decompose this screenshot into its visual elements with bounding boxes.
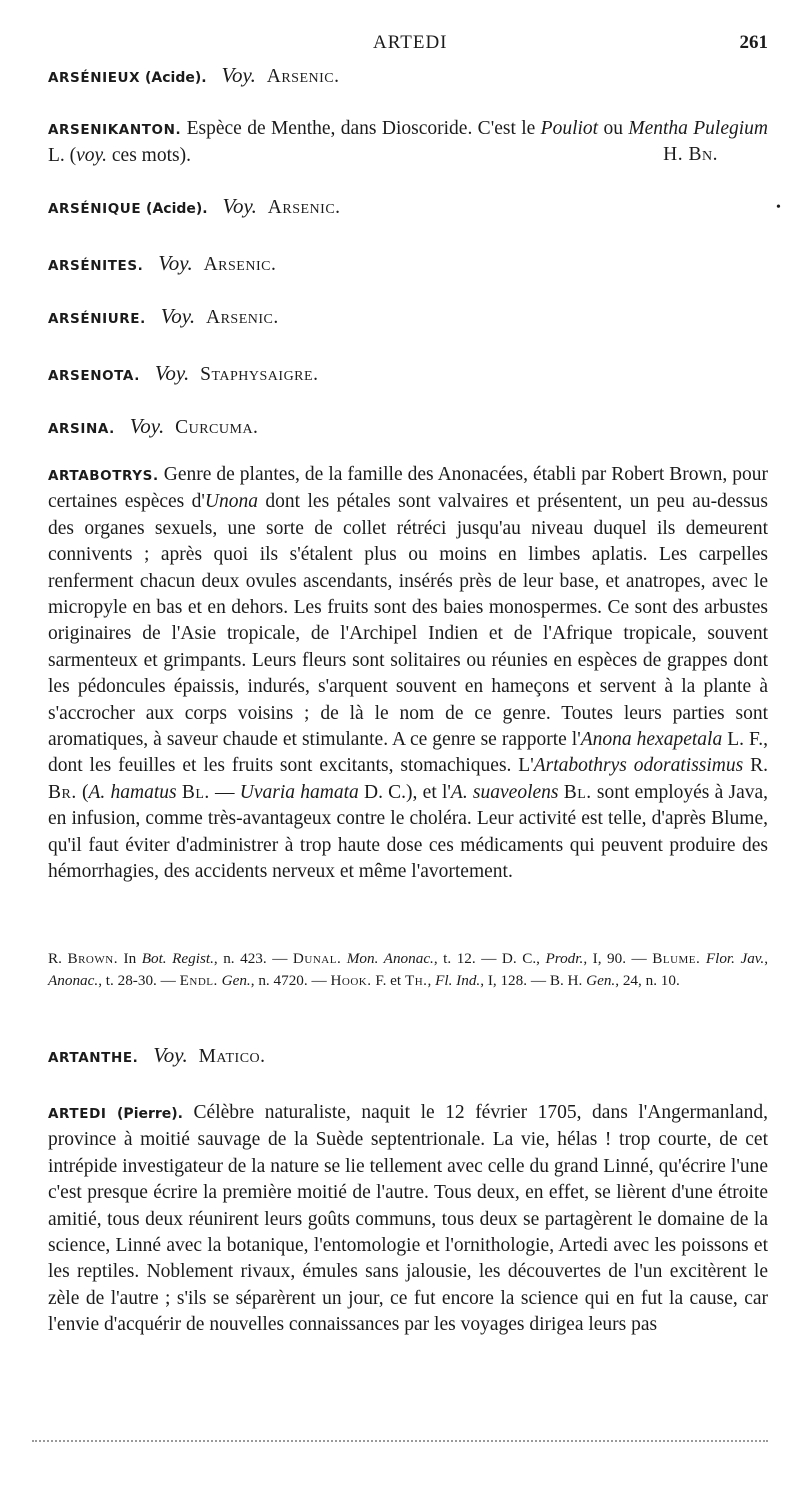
voy-reference: Voy. bbox=[222, 194, 257, 218]
voy-reference: Voy. bbox=[160, 304, 196, 328]
entry-text: D. C.), et l' bbox=[358, 781, 451, 803]
ref-author: Dunal. bbox=[292, 950, 342, 967]
entry-text: — bbox=[209, 781, 240, 803]
ref-author: Endl. bbox=[179, 971, 218, 989]
entry-text: L. ( bbox=[48, 145, 77, 167]
entry-italic: voy. bbox=[76, 145, 108, 167]
headword: ARSÉNITES. bbox=[48, 258, 144, 274]
headword-qualifier: (Acide). bbox=[144, 70, 207, 86]
entry-text: ( bbox=[76, 781, 89, 803]
entry-text: Genre de plantes, de la famille des Anonacées, établi par Robert Brown, pour certaines espèces d' bbox=[48, 464, 769, 513]
entry-artedi bbox=[48, 1100, 768, 1339]
ref-author: Hook. bbox=[330, 971, 372, 989]
headword: ARSÉNIQUE bbox=[48, 201, 142, 217]
entry-text: Espèce de Menthe, dans Dioscoride. C'est le bbox=[186, 118, 541, 139]
ref-author: Blume. bbox=[652, 950, 701, 967]
entry-italic: Pouliot bbox=[540, 118, 599, 139]
cross-reference: Arsenic. bbox=[203, 254, 277, 275]
taxon-name: Unona bbox=[204, 491, 259, 513]
ref-text: R. bbox=[48, 950, 68, 967]
taxon-name: Artabothrys odoratissimus bbox=[533, 755, 744, 777]
ref-title: Flor. Jav. bbox=[705, 950, 765, 967]
headword: ARTABOTRYS. bbox=[48, 468, 159, 484]
entry-text: Célèbre naturaliste, naquit le 12 février 1705, dans l'Angermanland, province à moitié sauvage de la Suède septentrionale. La vie, hélas ! trop courte, de cet intrépide investigateur de la nature se lie tellement avec celle du grand Linné, qu'écrire l'une c'est presque écrire la première moitié de l'autre. Tous deux, en effet, se lièrent d'une étroite amitié, tous deux réunirent leurs goûts communs, tous deux se partagèrent le domaine de la science, Linné avec la botanique, l'entomologie et l'ornithologie, Artedi avec les poissons et les reptiles. Noblement rivaux, émules sans jalousie, les découvertes de l'un excitèrent le zèle de l'autre ; s'ils se séparèrent un jour, ce fut encore la science qui en fut la cause, car l'envie d'acquérir de nouvelles connaissances par les voyages dirigea leurs pas bbox=[48, 1102, 769, 1336]
ref-title: Fl. Ind. bbox=[435, 971, 481, 989]
ref-text: F. et bbox=[371, 971, 405, 989]
cross-reference: Arsenic. bbox=[206, 307, 279, 328]
running-head bbox=[0, 32, 800, 56]
ref-text: , bbox=[764, 950, 769, 967]
print-mark: • bbox=[776, 200, 781, 215]
ref-title: Mon. Anonac. bbox=[346, 950, 434, 967]
entry-text: dont les pétales sont valvaires et présentent, un peu au-dessus des organes sexuels, une sorte de collet rétréci jusqu'au niveau duquel ils demeurent connivents ; après quoi ils s'étalent plus ou moins en limbes aplatis. Les carpelles renferment chacun deux ovules ascendants, insérés près de leur base, et anatropes, avec le micropyle en bas et en dehors. Les fruits sont des baies monospermes. Ce sont des arbustes originaires de l'Asie tropicale, de l'Archipel Indien et de l'Afrique tropicale, souvent sarmenteux et grimpants. Leurs fleurs sont solitaires ou réunies en espèces de grappes dont les pédoncules épaissis, indurés, s'arquent souvent en hameçons et servent à la plante à s'accrocher aux corps voisins ; de là le nom de ce genre. Toutes leurs parties sont aromatiques, à saveur chaude et stimulante. A ce genre se rapporte l' bbox=[48, 491, 768, 751]
ref-text: , I, 90. — bbox=[583, 950, 653, 967]
author-signature: H. Bn. bbox=[663, 144, 718, 165]
ref-text: , t. 28-30. — bbox=[98, 971, 180, 989]
cross-reference: Arsenic. bbox=[267, 197, 341, 218]
entry-arsenieux bbox=[48, 62, 768, 91]
entry-text: ces mots). bbox=[107, 145, 191, 167]
headword-qualifier: (Acide). bbox=[146, 201, 208, 217]
voy-reference: Voy. bbox=[158, 251, 193, 275]
ref-text: , n. 423. — bbox=[213, 950, 293, 967]
voy-reference: Voy. bbox=[221, 63, 256, 87]
ref-text: , n. 4720. — bbox=[250, 971, 331, 989]
ref-text: , I, 128. — B. H. bbox=[480, 971, 587, 989]
entry-text: L. F., dont les feuilles et les fruits sont excitants, stomachiques. L' bbox=[48, 729, 769, 777]
voy-reference: Voy. bbox=[129, 414, 165, 438]
headword: ARSÉNIURE. bbox=[48, 311, 146, 327]
author-abbrev: Br. bbox=[48, 781, 77, 803]
entry-arsenikanton bbox=[48, 116, 768, 170]
headword: ARTEDI bbox=[48, 1106, 107, 1122]
ref-text: In bbox=[118, 950, 142, 967]
taxon-name: Uvaria hamata bbox=[239, 781, 359, 803]
ref-title: Anonac. bbox=[48, 971, 99, 989]
ref-text: , bbox=[427, 971, 436, 989]
author-abbrev: Bl. bbox=[181, 781, 210, 803]
taxon-name: Anona hexapetala bbox=[580, 729, 723, 751]
entry-arsenique bbox=[48, 193, 781, 222]
cross-reference: Curcuma. bbox=[175, 417, 259, 438]
cross-reference: Arsenic. bbox=[266, 66, 340, 87]
bibliographic-references bbox=[48, 948, 768, 991]
author-abbrev: Bl. bbox=[563, 781, 592, 803]
headword: ARSENOTA. bbox=[48, 368, 140, 384]
ref-author: Th. bbox=[404, 971, 428, 989]
headword: ARSINA. bbox=[48, 421, 115, 437]
entry-artanthe bbox=[48, 1042, 768, 1071]
taxon-name: A. suaveolens bbox=[450, 781, 559, 803]
voy-reference: Voy. bbox=[154, 361, 190, 385]
entry-text: ou bbox=[598, 118, 629, 139]
entry-text: R. bbox=[743, 755, 768, 777]
ref-author: Brown. bbox=[67, 950, 118, 967]
page-bottom-rule bbox=[32, 1440, 768, 1442]
entry-artabotrys bbox=[48, 462, 768, 886]
ref-title: Bot. Regist. bbox=[141, 950, 214, 967]
ref-text: , 24, n. 10. bbox=[615, 971, 680, 989]
entry-arsenites bbox=[48, 250, 768, 279]
ref-title: Gen. bbox=[221, 971, 251, 989]
page-number: 261 bbox=[739, 32, 768, 53]
headword: ARSÉNIEUX bbox=[48, 70, 141, 86]
cross-reference: Staphysaigre. bbox=[200, 364, 319, 385]
cross-reference: Matico. bbox=[198, 1046, 266, 1067]
entry-arsenota bbox=[48, 360, 768, 389]
entry-text: sont employés à Java, en infusion, comme très-avantageux contre le choléra. Leur activité est telle, d'après Blume, qu'il faut éviter d'administrer à trop haute dose ces médicaments qui peuvent produire des hémorrhagies, des accidents nerveux et même l'avortement. bbox=[48, 781, 769, 883]
ref-title: Gen. bbox=[586, 971, 616, 989]
entry-arseniure bbox=[48, 303, 768, 332]
ref-title: Prodr. bbox=[545, 950, 584, 967]
headword: ARTANTHE. bbox=[48, 1050, 139, 1066]
headword-qualifier: (Pierre). bbox=[117, 1106, 184, 1122]
ref-text: , t. 12. — D. C., bbox=[433, 950, 546, 967]
voy-reference: Voy. bbox=[153, 1043, 188, 1067]
entry-arsina bbox=[48, 413, 768, 442]
headword: ARSENIKANTON. bbox=[48, 122, 182, 138]
running-head-title: ARTEDI bbox=[373, 32, 448, 53]
taxon-name: A. hamatus bbox=[88, 781, 177, 803]
entry-italic: Mentha Pulegium bbox=[628, 118, 768, 139]
